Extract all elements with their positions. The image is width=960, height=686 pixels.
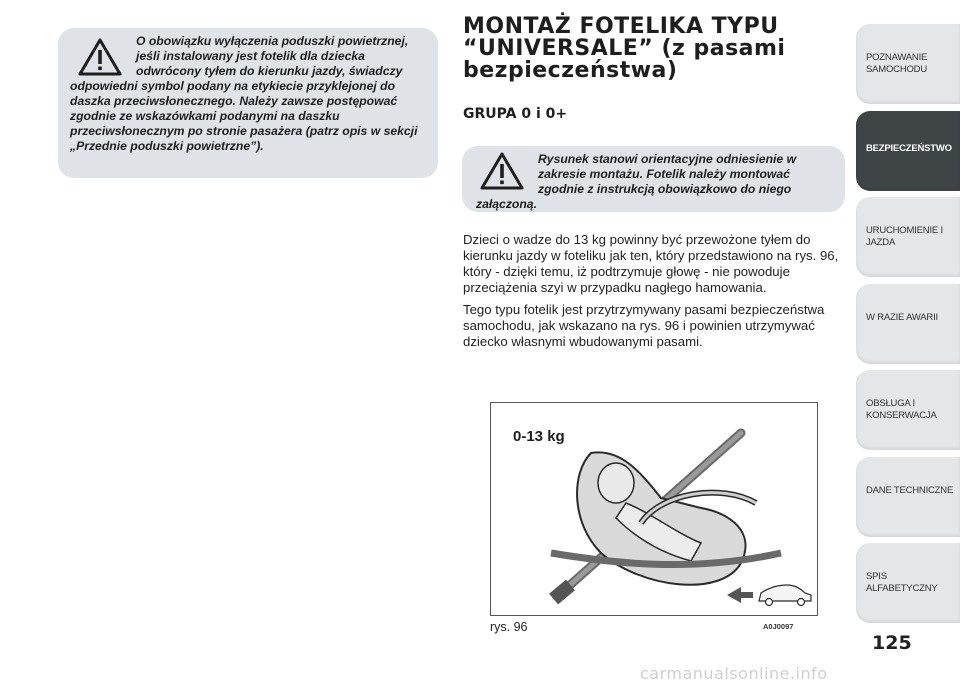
warning-triangle-icon <box>480 152 524 190</box>
mounting-warning-box <box>462 146 845 212</box>
body-paragraph: Tego typu fotelik jest przytrzymywany pasami bezpieczeństwa samochodu, jak wskazano na rys. 96 i powinien utrzymywać dziecko własnymi wbudowanymi pasami. <box>463 302 825 349</box>
child-seat-illustration <box>491 403 817 615</box>
tab-dane-techniczne[interactable]: DANE TECHNICZNE <box>856 457 960 537</box>
tab-uruchomienie-i-jazda[interactable]: URUCHOMIENIE I JAZDA <box>856 197 960 277</box>
page-title: MONTAŻ FOTELIKA TYPU “UNIVERSALE” (z pasami bezpieczeństwa) <box>463 14 786 83</box>
body-paragraph: Dzieci o wadze do 13 kg powinny być przewożone tyłem do kierunku jazdy w foteliku jak ten, który przedstawiono na rys. 96, który - dzięki temu, iż podtrzymuje głowę - nie powoduje przeciążenia szyi w przypadku nagłego hamowania. <box>463 232 839 295</box>
tab-spis-alfabetyczny[interactable]: SPIS ALFABETYCZNY <box>856 543 960 623</box>
tab-bezpieczenstwo[interactable]: BEZPIECZEŃSTWO <box>856 111 960 191</box>
airbag-warning-text: O obowiązku wyłączenia poduszki powietrznej, jeśli instalowany jest fotelik dla dziecka odwrócony tyłem do kierunku jazdy, świadczy odpowiedni symbol podany na etykiecie przyklejonej do daszka przeciwsłonecznego. Należy zawsze postępować zgodnie ze wskazówkami podanymi na daszku przeciwsłonecznym po stronie pasażera (patrz opis w sekcji „Przednie poduszki powietrzne”). <box>70 34 418 153</box>
tab-obsluga-i-konserwacja[interactable]: OBSŁUGA I KONSERWACJA <box>856 370 960 450</box>
arrow-left-icon <box>727 587 753 603</box>
page-number: 125 <box>872 632 912 654</box>
section-subtitle: GRUPA 0 i 0+ <box>463 106 568 122</box>
tab-w-razie-awarii[interactable]: W RAZIE AWARII <box>856 284 960 364</box>
weight-label: 0-13 kg <box>513 428 565 445</box>
mounting-warning-text: Rysunek stanowi orientacyjne odniesienie w zakresie montażu. Fotelik należy montować zgodnie z instrukcją obowiązkowo do niego załączoną. <box>476 152 797 211</box>
car-icon <box>759 585 811 606</box>
figure-caption: rys. 96 <box>490 620 528 634</box>
tab-poznawanie-samochodu[interactable]: POZNAWANIE SAMOCHODU <box>856 24 960 104</box>
figure-code: A0J0097 <box>763 622 794 631</box>
airbag-warning-box <box>58 28 438 178</box>
body-text <box>463 232 843 356</box>
warning-triangle-icon <box>78 38 122 76</box>
child-seat-figure <box>490 402 818 616</box>
watermark: carmanualsonline.info <box>640 664 828 683</box>
chapter-tabs <box>856 24 960 630</box>
